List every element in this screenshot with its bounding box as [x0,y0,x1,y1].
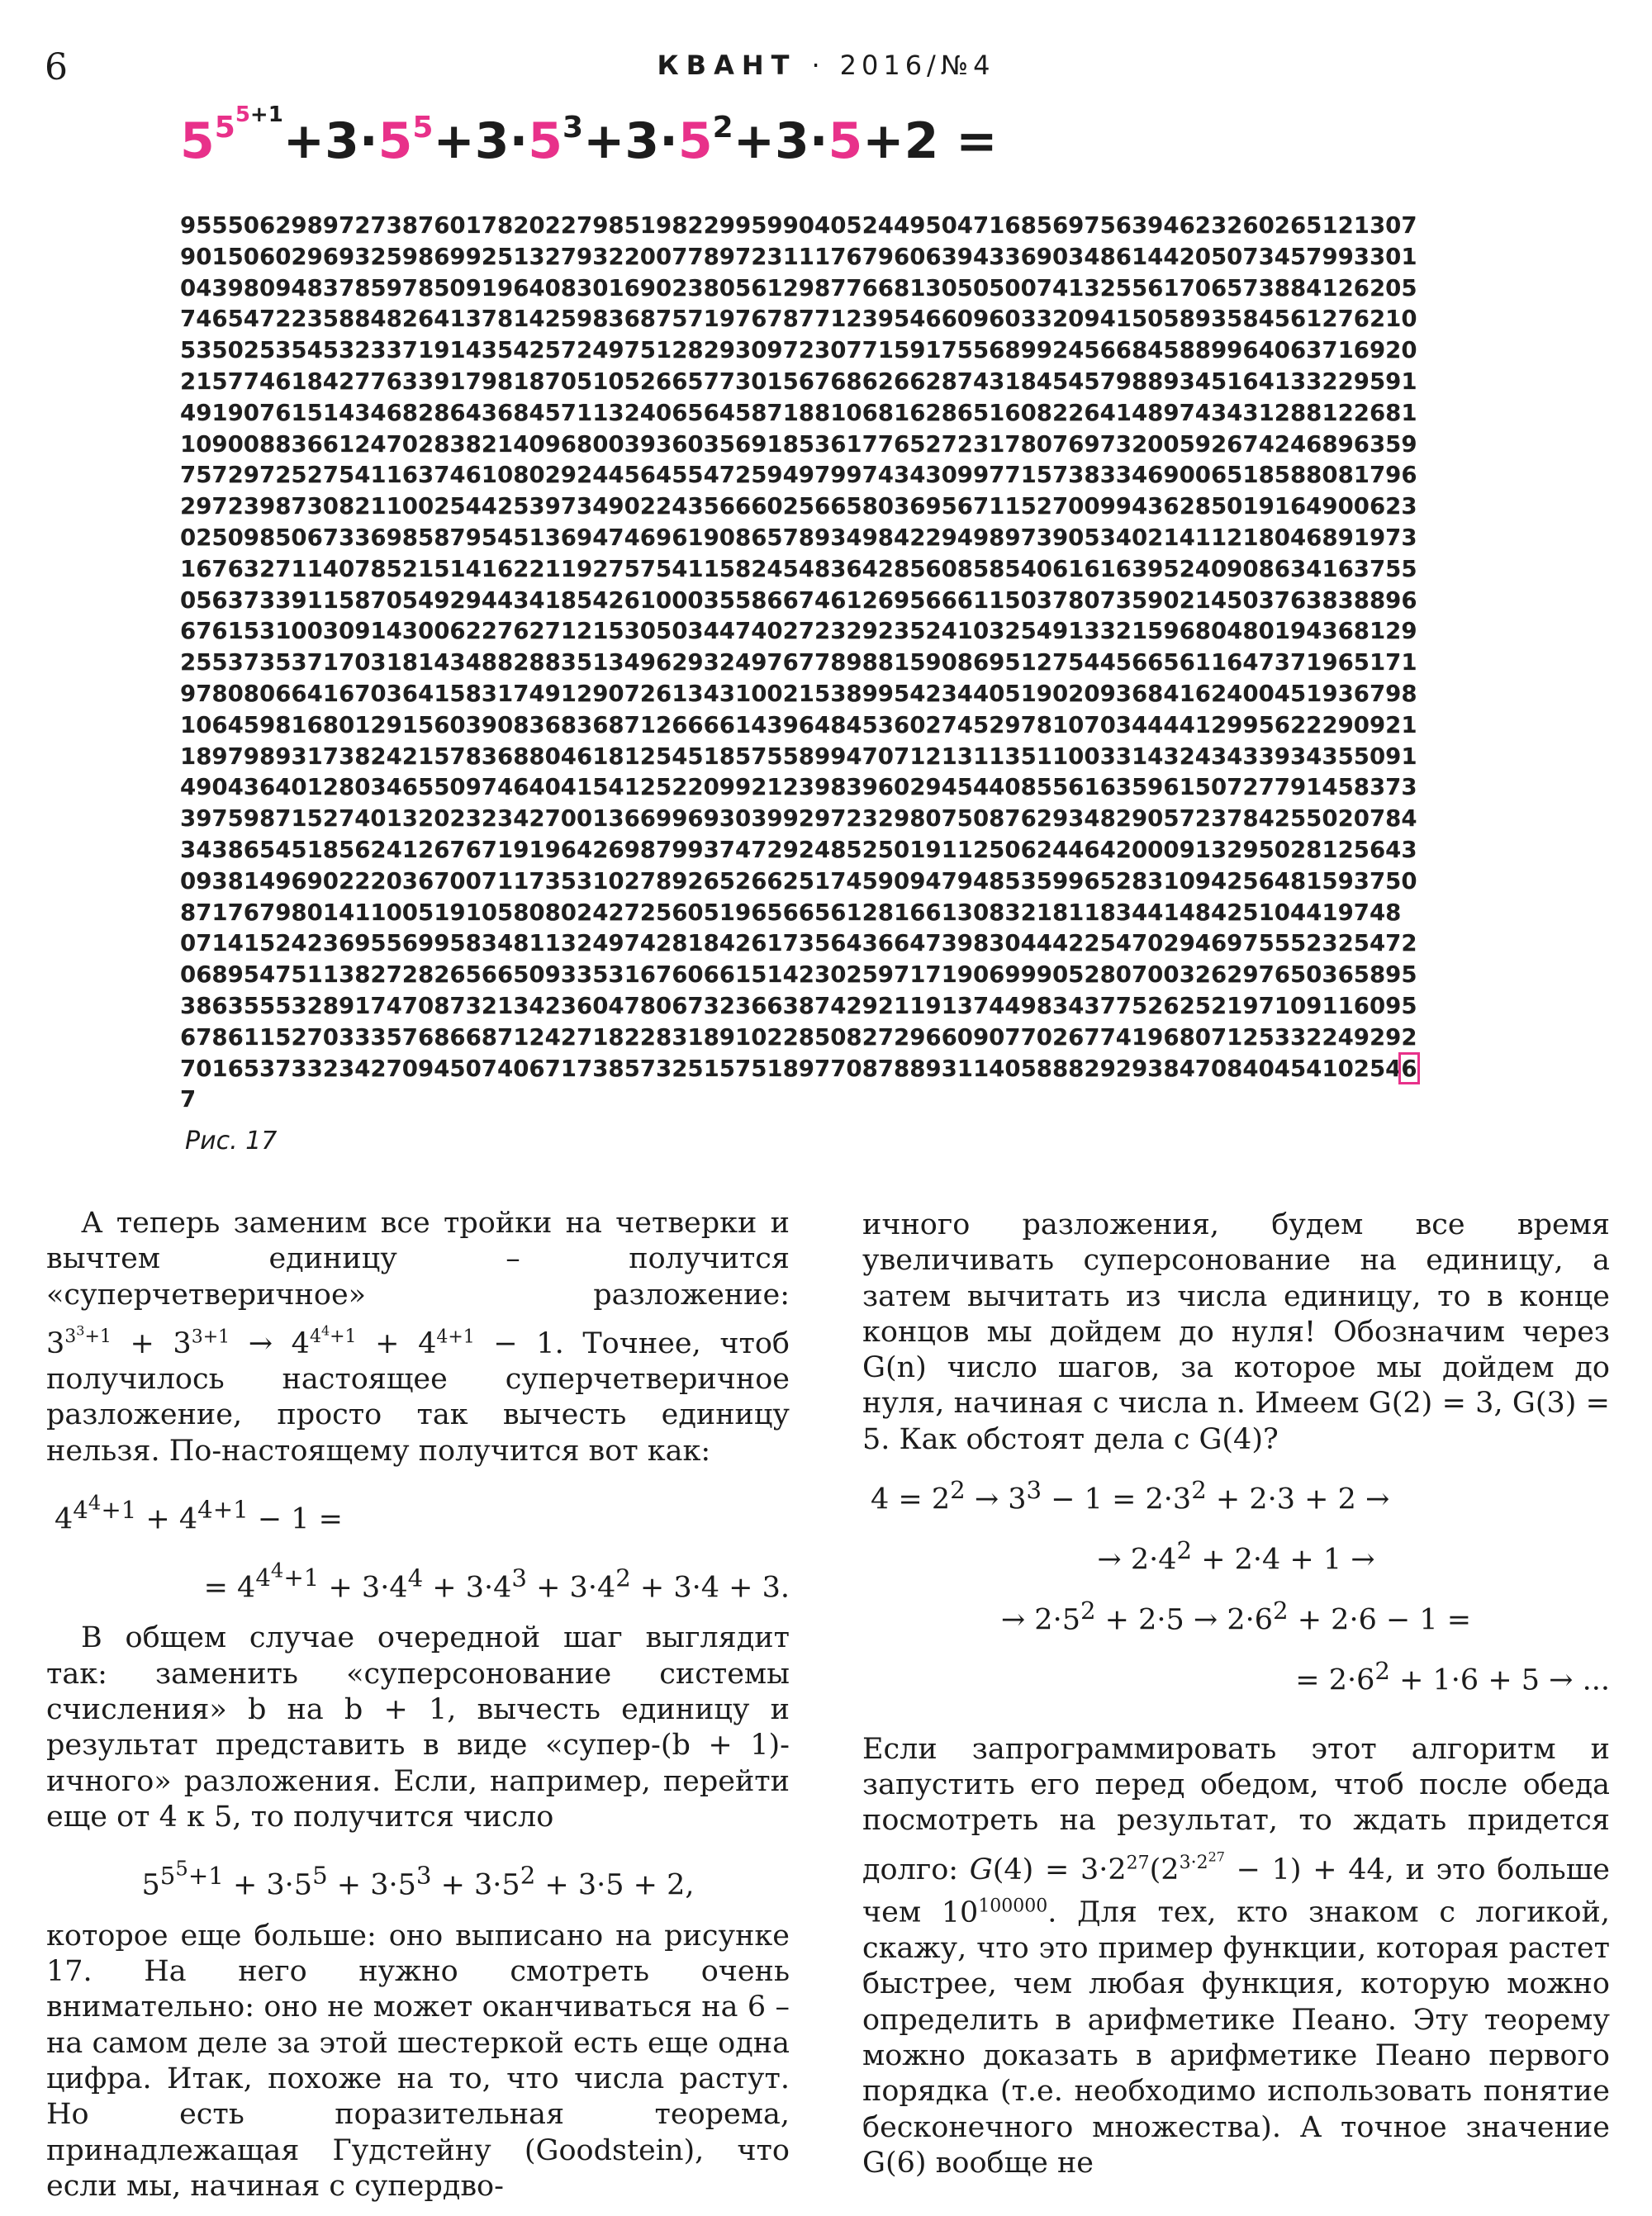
digit-row: 025098506733698587954513694746961908657893498422949897390534021411218046891973 [180,523,1417,551]
equation-3c: → $2\cdot 5^2 + 2\cdot 5 \to 2\cdot 6^2 + 2\cdot 6 - 1$ = [1000,1596,1472,1637]
digit-row: 490436401280346550974640415412522099212398396029454408556163596150727791458373 [180,773,1417,801]
digit-row: 87176798014110051910580802427256051965665612816613083218118344148425104419748 [180,898,1402,926]
digit-row: 189798931738242157836880461812545185755899470712131135110033143243433934355091 [180,742,1417,770]
right-column [862,1208,1610,2181]
digit-row: 535025354532337191435425724975128293097230771591755689924566845889964063716920 [180,336,1417,364]
digit-row: 297239873082110025442539734902243566602566580369567115270099436285019164900623 [180,492,1417,520]
running-head [0,50,1652,81]
digit-row: 106459816801291560390836836871266661439648453602745297810703444412995622290921 [180,710,1417,738]
digit-row: 678611527033357686687124271822831891022850827296609077026774196807125332249292 [180,1023,1417,1051]
digit-row: 757297252754116374610802924456455472594979974343099771573833469006518588081796 [180,461,1417,489]
digit-row: 068954751138272826566509335316760661514230259717190699905280700326297650365895 [180,961,1417,989]
digit-row: 071415242369556995834811324974281842617356436647398304442254702946975552325472 [180,929,1417,957]
equation-2: $5^{5^5+1} + 3\cdot 5^5 + 3\cdot 5^3 + 3\cdot 5^2 + 3\cdot 5 + 2$, [141,1856,695,1902]
left-paragraph-2: В общем случае очередной шаг выглядит так: заменить «суперсонование системы счисления» b на b + 1, вычесть единицу и результат представить в виде «супер-(b + 1)-ичного» разложения. Если, например, перейти еще от 4 к 5, то получится число [46,1621,790,1834]
highlighted-digit: 6 [1401,1054,1417,1082]
header-separator: · [811,50,825,81]
page-number: 6 [45,46,68,88]
left-paragraph-3: которое еще больше: оно выписано на рисунке 17. На него нужно смотреть очень внимательно: оно не может оканчиваться на 6 – на самом деле за этой шестеркой есть еще одна цифра. Итак, похоже на то, что числа растут. Но есть поразительная теорема, принадлежащая Гудстейну (Goodstein), что если мы, начиная с супердво- [46,1919,790,2203]
digit-row: 093814969022203670071173531027892652662517459094794853599652831094256481593750 [180,866,1417,894]
left-paragraph-1: А теперь заменим все тройки на четверки и вычтем единицу – получится «суперчетверичное» разложение: $3^{3^3+1} + 3^{3+1} \to 4^{4^4+1} + 4^{4+1} - 1$. Точнее, чтоб получилось настоящее суперчетверичное разложение, просто так вычесть единицу нельзя. По-настоящему получится вот как: [46,1207,790,1468]
equation-1b: = $4^{4^4+1} + 3\cdot 4^4 + 3\cdot 4^3 + 3\cdot 4^2 + 3\cdot 4 + 3$. [203,1558,790,1605]
figure-caption: Рис. 17 [185,1127,278,1156]
equation-3a: $4 = 2^2 \to 3^3 - 1 = 2\cdot 3^2 + 2\cdot 3 + 2$ → [871,1476,1390,1516]
right-paragraph-1: ичного разложения, будем все время увеличивать суперсонование на единицу, а затем вычитать из числа единицу, то в конце концов мы дойдем до нуля! Обозначим через G(n) число шагов, за которое мы дойдем до нуля, начиная с числа n. Имеем G(2) = 3, G(3) = 5. Как обстоят дела с G(4)? [862,1208,1610,1456]
digit-row: 043980948378597850919640830169023805612987766813050500741325561706573884126205 [180,273,1417,301]
journal-title: КВАНТ [657,50,797,81]
digit-row: 746547223588482641378142598368757197678771239546609603320941505893584561276210 [180,305,1417,333]
digit-row: 397598715274013202323427001366996930399297232980750876293482905723784255020784 [180,804,1417,833]
left-column [46,1206,790,2204]
digit-row: 215774618427763391798187051052665773015676862662874318454579889345164133229591 [180,367,1417,395]
equation-3d: = $2\cdot 6^2 + 1\cdot 6 + 5$ → ... [1295,1656,1610,1697]
digit-row: 056373391158705492944341854261000355866746126956661150378073590214503763838896 [180,586,1417,614]
digit-row: 701653733234270945074067173857325157518977087889311405888292938470840454102546 [180,1054,1417,1082]
digit-row-last: 7 [180,1085,197,1113]
digit-row: 676153100309143006227627121530503447402723292352410325491332159680480194368129 [180,617,1417,645]
digit-row: 386355532891747087321342360478067323663874292119137449834377526252197109116095 [180,991,1417,1019]
equation-1a: $4^{4^4+1} + 4^{4+1} - 1$ = [55,1490,343,1536]
figure-17 [180,102,1493,1156]
figure-formula: $5^{5^{5+1}}+3\cdot 5^5+3\cdot 5^3+3\cdot 5^2+3\cdot 5+2$ = [180,102,998,170]
digit-row: 491907615143468286436845711324065645871881068162865160822641489743431288122681 [180,398,1417,426]
digit-row: 167632711407852151416221192757541158245483642856085854061616395240908634163755 [180,554,1417,582]
digit-row: 255373537170318143488288351349629324976778988159086951275445665611647371965171 [180,648,1417,676]
equation-3b: → $2\cdot 4^2 + 2\cdot 4 + 1$ → [1097,1536,1375,1577]
digit-row: 109008836612470283821409680039360356918536177652723178076973200592674246896359 [180,429,1417,458]
digit-row: 978080664167036415831749129072613431002153899542344051902093684162400451936798 [180,679,1417,707]
digit-block [180,210,1493,1115]
issue-number: 2016/№4 [839,50,995,81]
digit-row: 901506029693259869925132793220077897231117679606394336903486144205073457993301 [180,242,1417,270]
right-paragraph-2: Если запрограммировать этот алгоритм и запустить его перед обедом, чтоб после обеда посмотреть на результат, то ждать придется долго: $G(4) = 3\cdot 2^{27}(2^{3\cdot 2^{27}} - 1) + 44$, и это больше чем $10^{100000}$. Для тех, кто знаком с логикой, скажу, что это пример функции, которая растет быстрее, чем любая функция, которую можно определить в арифметике Пеано. Эту теорему можно доказать в арифметике Пеано первого порядка (т.е. необходимо использовать понятие бесконечного множества). А точное значение G(6) вообще не [862,1732,1610,2180]
digit-row: 343865451856241267671919642698799374729248525019112506244642000913295028125643 [180,835,1417,863]
digit-row: 955506298972738760178202279851982299599040524495047168569756394623260265121307 [180,211,1417,239]
